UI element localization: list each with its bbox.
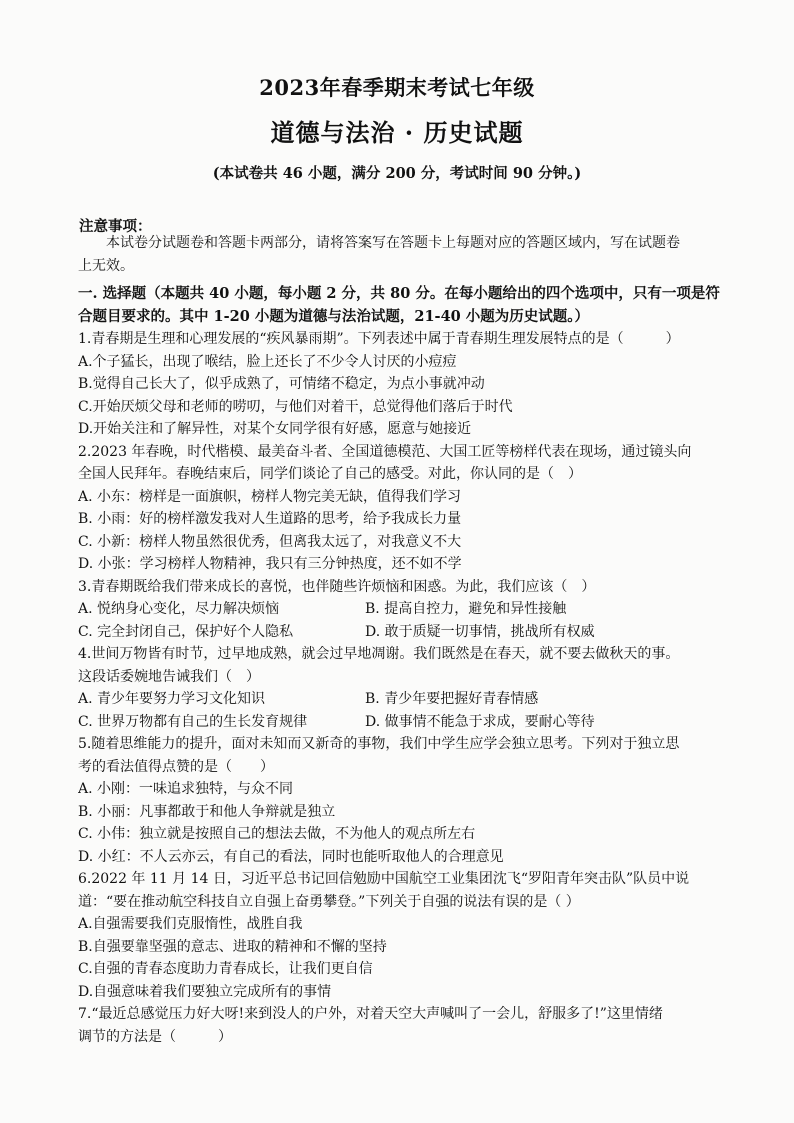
option-c: C. 完全封闭自己，保护好个人隐私 — [78, 623, 294, 640]
section-heading: 一. 选择题（本题共 40 小题，每小题 2 分，共 80 分。在每小题给出的四个选项中，只有一项是符 — [78, 285, 720, 302]
notice-heading: 注意事项： — [79, 218, 152, 235]
notice-text-line: 上无效。 — [78, 257, 134, 274]
option-b: B. 青少年要把握好青春情感 — [365, 691, 539, 707]
question-stem: 5.随着思维能力的提升，面对未知而又新奇的事物，我们中学生应学会独立思考。下列对于独立思 — [78, 736, 680, 752]
question-stem: 考的看法值得点赞的是（ ） — [78, 758, 274, 775]
option-a: A.自强需要我们克服惰性，战胜自我 — [78, 916, 303, 932]
question-3 — [78, 576, 733, 644]
option-c: C.开始厌烦父母和老师的唠叨，与他们对着干，总觉得他们落后于时代 — [78, 398, 513, 415]
option-a: A. 青少年要努力学习文化知识 — [78, 691, 266, 707]
question-1 — [78, 328, 733, 441]
question-stem: 4.世间万物皆有时节，过早地成熟，就会过早地凋谢。我们既然是在春天，就不要去做秋天的事。 — [78, 646, 680, 662]
exam-info: (本试卷共 46 小题，满分 200 分，考试时间 90 分钟。) — [212, 165, 582, 182]
exam-body — [78, 230, 733, 1048]
option-d: D.开始关注和了解异性，对某个女同学很有好感，愿意与她接近 — [78, 421, 472, 437]
option-b: B. 提高自控力，避免和异性接触 — [365, 601, 567, 617]
option-a: A. 小刚：一味追求独特，与众不同 — [78, 781, 294, 797]
option-c: C.自强的青春态度助力青春成长，让我们更自信 — [78, 961, 373, 977]
question-stem: 2.2023 年春晚，时代楷模、最美奋斗者、全国道德模范、大国工匠等榜样代表在现场，通过镜头向 — [78, 443, 692, 460]
exam-subject: 道德与法治 · 历史试题 — [270, 118, 524, 147]
option-d: D.自强意味着我们要独立完成所有的事情 — [78, 983, 332, 1000]
notice-text-line: 本试卷分试题卷和答题卡两部分，请将答案写在答题卡上每题对应的答题区域内，写在试题卷 — [106, 235, 680, 251]
question-7 — [78, 1003, 733, 1048]
question-stem: 这段话委婉地告诫我们（ ） — [78, 668, 260, 685]
option-b: B.自强要靠坚强的意志、进取的精神和不懈的坚持 — [78, 938, 387, 955]
option-c: C. 小伟：独立就是按照自己的想法去做，不为他人的观点所左右 — [78, 826, 476, 842]
option-b: B. 小雨：好的榜样激发我对人生道路的思考，给予我成长力量 — [78, 511, 462, 527]
question-stem: 7.“最近总感觉压力好大呀!来到没人的户外，对着天空大声喊叫了一会儿，舒服多了!”这里情绪 — [78, 1006, 663, 1022]
question-stem: 1.青春期是生理和心理发展的“疾风暴雨期”。下列表述中属于青春期生理发展特点的是（ ） — [78, 331, 680, 347]
option-b: B. 小丽：凡事都敢于和他人争辩就是独立 — [78, 803, 336, 820]
option-a: A. 悦纳身心变化，尽力解决烦恼 — [78, 601, 280, 617]
question-stem: 3.青春期既给我们带来成长的喜悦，也伴随些许烦恼和困惑。为此，我们应该（ ） — [78, 578, 596, 595]
exam-title: 2023年春季期末考试七年级 — [259, 75, 535, 100]
question-6 — [78, 868, 733, 1003]
option-d: D. 小张：学习榜样人物精神，我只有三分钟热度，还不如不学 — [78, 556, 462, 572]
question-stem: 6.2022 年 11 月 14 日，习近平总书记回信勉励中国航空工业集团沈飞“罗阳青年突击队”队员中说 — [78, 871, 690, 887]
option-d: D. 小红：不人云亦云，有自己的看法，同时也能听取他人的合理意见 — [78, 848, 504, 865]
option-c: C. 小新：榜样人物虽然很优秀，但离我太远了，对我意义不大 — [78, 533, 462, 550]
option-a: A.个子猛长，出现了喉结，脸上还长了不少令人讨厌的小痘痘 — [78, 353, 457, 370]
question-5 — [78, 733, 733, 868]
section-heading: 合题目要求的。其中 1-20 小题为道德与法治试题，21-40 小题为历史试题。） — [78, 307, 590, 325]
option-b: B.觉得自己长大了，似乎成熟了，可情绪不稳定，为点小事就冲动 — [78, 376, 485, 392]
option-c: C. 世界万物都有自己的生长发育规律 — [78, 713, 308, 730]
option-d: D. 敢于质疑一切事情，挑战所有权威 — [365, 623, 595, 640]
option-a: A. 小东：榜样是一面旗帜，榜样人物完美无缺，值得我们学习 — [78, 488, 462, 505]
option-d: D. 做事情不能急于求成，要耐心等待 — [365, 713, 595, 730]
question-stem: 道：“要在推动航空科技自立自强上奋勇攀登。”下列关于自强的说法有误的是（ ） — [78, 893, 580, 910]
question-stem: 全国人民拜年。春晚结束后，同学们谈论了自己的感受。对此，你认同的是（ ） — [78, 466, 582, 482]
question-stem: 调节的方法是（ ） — [78, 1028, 232, 1045]
question-4 — [78, 643, 733, 733]
question-2 — [78, 441, 733, 576]
